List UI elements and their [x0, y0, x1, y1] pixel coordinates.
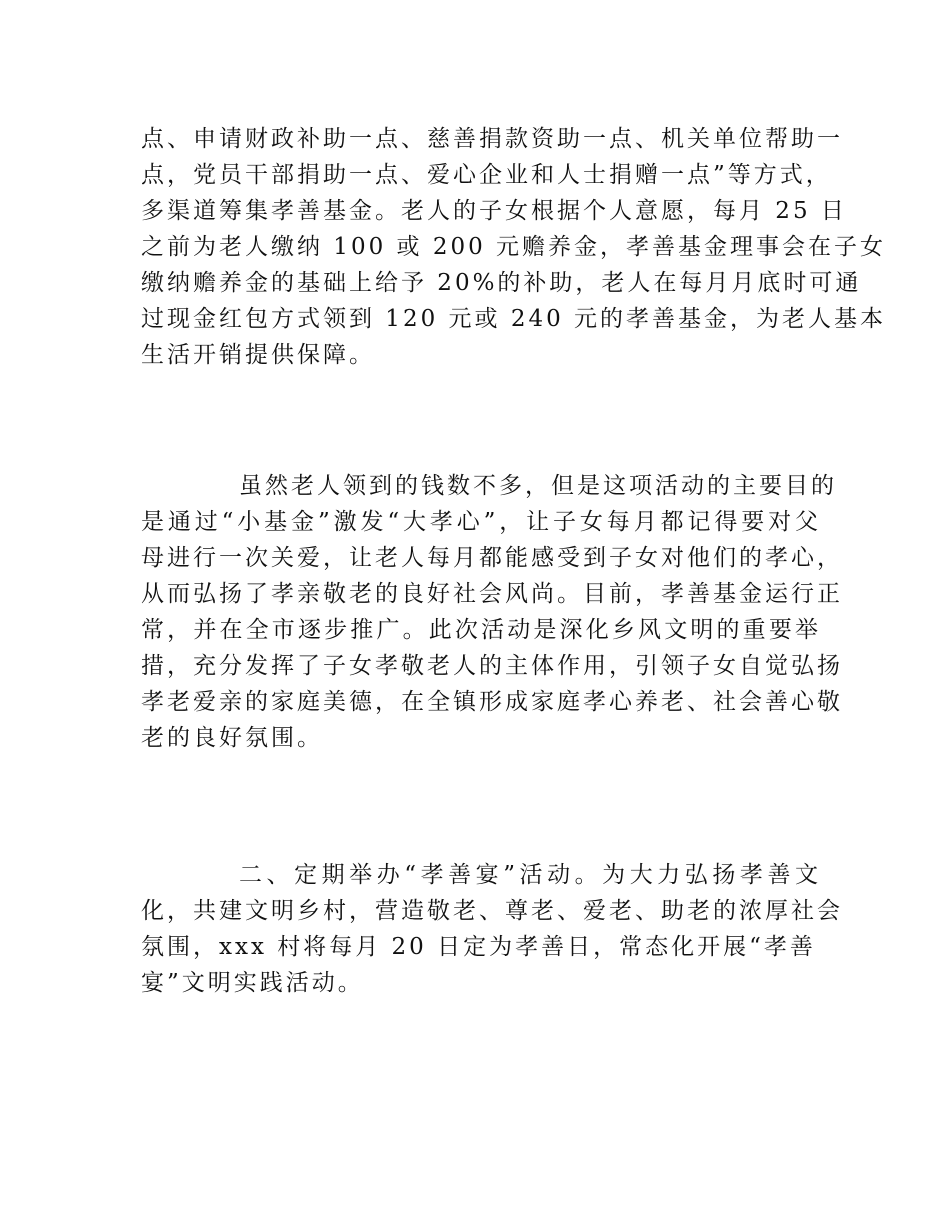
- paragraph-line: 从而弘扬了孝亲敬老的良好社会风尚。目前，孝善基金运行正: [141, 581, 843, 607]
- paragraph-3: [141, 857, 843, 1001]
- paragraph-line: 点，党员干部捐助一点、爱心企业和人士捐赠一点”等方式，: [141, 162, 832, 188]
- paragraph-line: 二、定期举办“孝善宴”活动。为大力弘扬孝善文: [239, 862, 821, 888]
- paragraph-line: 氛围，xxx 村将每月 20 日定为孝善日，常态化开展“孝善: [141, 934, 816, 960]
- paragraph-line: 是通过“小基金”激发“大孝心”，让子女每月都记得要对父: [141, 509, 821, 535]
- paragraph-line: 过现金红包方式领到 120 元或 240 元的孝善基金，为老人基本: [141, 306, 887, 332]
- paragraph-line: 缴纳赡养金的基础上给予 20%的补助，老人在每月月底时可通: [141, 270, 862, 296]
- paragraph-line: 老的良好氛围。: [141, 725, 323, 751]
- paragraph-line: 虽然老人领到的钱数不多，但是这项活动的主要目的: [239, 473, 837, 499]
- paragraph-line: 化，共建文明乡村，营造敬老、尊老、爱老、助老的浓厚社会: [141, 898, 843, 924]
- paragraph-line: 母进行一次关爱，让老人每月都能感受到子女对他们的孝心，: [141, 545, 843, 571]
- paragraph-2: [141, 468, 843, 756]
- paragraph-line: 孝老爱亲的家庭美德，在全镇形成家庭孝心养老、社会善心敬: [141, 689, 843, 715]
- paragraph-line: 宴”文明实践活动。: [141, 970, 364, 996]
- paragraph-line: 之前为老人缴纳 100 或 200 元赡养金，孝善基金理事会在子女: [141, 234, 887, 260]
- paragraph-line: 措，充分发挥了子女孝敬老人的主体作用，引领子女自觉弘扬: [141, 653, 843, 679]
- paragraph-line: 常，并在全市逐步推广。此次活动是深化乡风文明的重要举: [141, 617, 821, 643]
- paragraph-line: 多渠道筹集孝善基金。老人的子女根据个人意愿，每月 25 日: [141, 198, 847, 224]
- paragraph-1: [141, 121, 887, 373]
- paragraph-line: 生活开销提供保障。: [141, 342, 375, 368]
- paragraph-line: 点、申请财政补助一点、慈善捐款资助一点、机关单位帮助一: [141, 126, 843, 152]
